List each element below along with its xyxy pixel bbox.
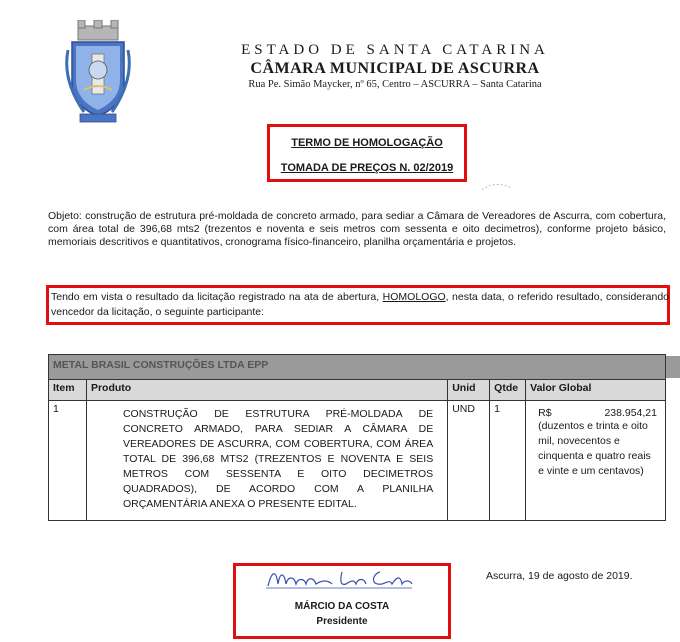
homologation-keyword: HOMOLOGO (382, 291, 446, 303)
cell-value (526, 401, 666, 521)
coat-of-arms-icon (62, 20, 134, 125)
col-product: Produto (86, 380, 447, 401)
cell-product: CONSTRUÇÃO DE ESTRUTURA PRÉ-MOLDADA DE CONCRETO ARMADO, PARA SEDIAR A CÂMARA DE VEREADORES DE ASCURRA, COM COBERTURA, COM ÁREA TOTAL DE 396,68 MTS2 (TREZENTOS E NOVENTA E SEIS METROS COM SESSENTA E OITO DECIMETROS QUADRADOS), DE ACORDO COM A PLANILHA ORÇAMENTÁRIA ANEXA O PRESENTE EDITAL. (86, 401, 447, 521)
table-header-row (49, 380, 666, 401)
value-amount: 238.954,21 (604, 407, 657, 419)
value-currency: R$ (538, 407, 552, 419)
signer-role: Presidente (316, 616, 368, 627)
address: Rua Pe. Simão Maycker, nº 65, Centro – ASCURRA – Santa Catarina (248, 79, 542, 90)
table-row (49, 401, 666, 521)
handwritten-signature (262, 566, 422, 592)
value-in-words: (duzentos e trinta e oito mil, novecentos e cinquenta e quatro reais e vinte e um centavos) (538, 420, 651, 477)
stamp-mark (480, 178, 514, 194)
col-unit: Unid (448, 380, 490, 401)
date-line: Ascurra, 19 de agosto de 2019. (486, 570, 633, 582)
table-shadow (666, 356, 680, 378)
value-amount-line (538, 407, 657, 419)
chamber-name: CÂMARA MUNICIPAL DE ASCURRA (250, 60, 540, 77)
cell-item: 1 (49, 401, 87, 521)
cell-qty: 1 (490, 401, 526, 521)
process-number: TOMADA DE PREÇOS N. 02/2019 (280, 162, 454, 174)
state-name: ESTADO DE SANTA CATARINA (241, 42, 549, 58)
col-value: Valor Global (526, 380, 666, 401)
homologation-paragraph (51, 290, 669, 320)
col-qty: Qtde (490, 380, 526, 401)
cell-unit: UND (448, 401, 490, 521)
document-title: TERMO DE HOMOLOGAÇÃO (291, 137, 443, 149)
homologation-text-before: Tendo em vista o resultado da licitação registrado na ata de abertura, (51, 291, 383, 303)
col-item: Item (49, 380, 87, 401)
winner-table (48, 354, 666, 521)
homologation-text-after: , nesta data, o referido resultado, considerando vencedor da licitação, o seguinte participante: (51, 291, 669, 318)
signer-name: MÁRCIO DA COSTA (294, 601, 390, 612)
company-name: METAL BRASIL CONSTRUÇÕES LTDA EPP (49, 355, 666, 380)
object-paragraph: Objeto: construção de estrutura pré-moldada de concreto armado, para sediar a Câmara de Vereadores de Ascurra, com cobertura, com área total de 396,68 mts2 (trezentos e noventa e seis metros com sessenta e oito decimetros), conforme projeto básico, memoriais descritivos e quantitativos, cronograma físico-financeiro, planilha orçamentária e projetos. (48, 210, 666, 248)
